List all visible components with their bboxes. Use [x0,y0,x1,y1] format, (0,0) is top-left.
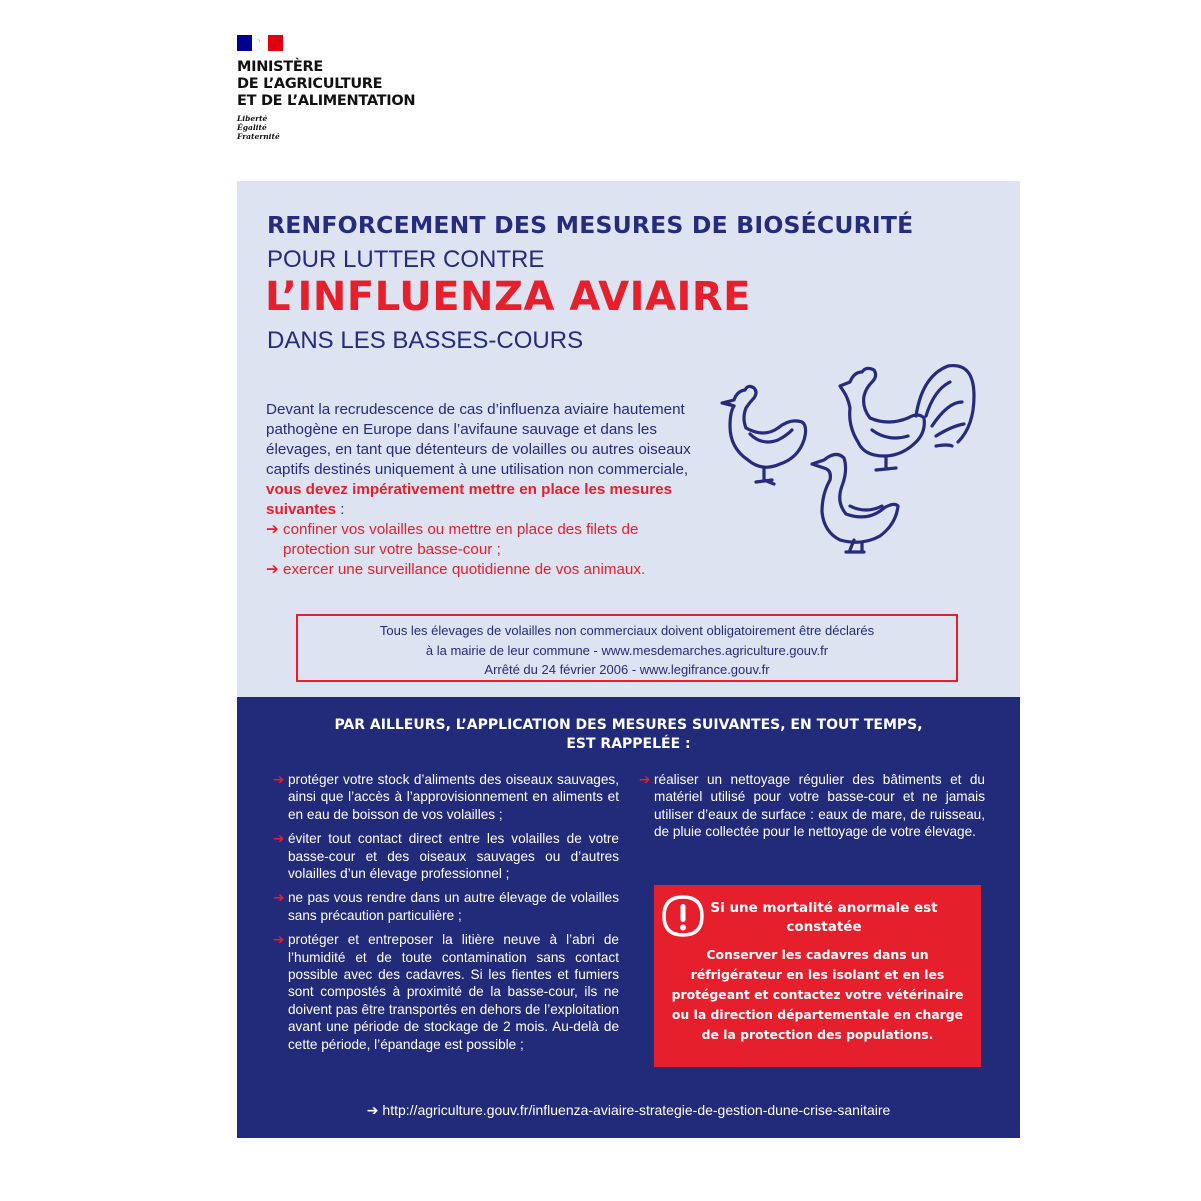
arrow-right-icon: ➔ [266,521,279,538]
title-line-4: DANS LES BASSES-COURS [267,327,584,354]
reminder-item [273,771,619,823]
reminder-heading [237,716,1020,754]
reminder-section [237,697,1020,1138]
rooster-icon [840,366,974,470]
reminder-item-text: réaliser un nettoyage régulier des bâtiments et du matériel utilisé pour votre basse-cour et ne jamais utiliser d’eaux de surface : eaux de mare, de ruisseau, de pluie collectée pour le nettoyage de votre élevage. [654,772,985,840]
declaration-notice [296,614,958,682]
notice-line-3[interactable]: Arrêté du 24 février 2006 - www.legifrance.gouv.fr [484,662,770,677]
reminder-item-text: ne pas vous rendre dans un autre élevage de volailles sans précaution particulière ; [288,890,619,923]
footer-url[interactable]: http://agriculture.gouv.fr/influenza-aviaire-strategie-de-gestion-dune-crise-sanitaire [382,1102,891,1118]
title-main: L’INFLUENZA AVIAIRE [265,274,751,320]
arrow-right-icon: ➔ [639,772,651,787]
arrow-right-icon: ➔ [273,831,285,847]
arrow-right-icon: ➔ [266,561,279,578]
alert-body: Conserver les cadavres dans un réfrigérateur en les isolant et en les protégeant et contactez votre vétérinaire ou la direction départementale en charge de la protection des populations. [671,947,964,1042]
ministry-logo [237,35,415,141]
ministry-line-3: ET DE L’ALIMENTATION [237,93,416,109]
title-line-1: RENFORCEMENT DES MESURES DE BIOSÉCURITÉ [267,211,914,239]
reminder-heading-line-2: EST RAPPELÉE : [566,736,691,752]
reminder-item-text: protéger votre stock d’aliments des oiseaux sauvages, ainsi que l’accès à l’approvisionnement en aliments et en eau de boisson de vos volailles ; [288,772,619,822]
exclamation-circle-icon [661,894,705,938]
reminder-item-text: éviter tout contact direct entre les volailles de votre basse-cour et des oiseaux sauvages ou d’autres volailles d’un élevage professionnel ; [288,831,619,882]
measure-item [266,560,706,580]
intro-section [237,181,1020,697]
intro-colon: : [336,501,345,518]
notice-line-2[interactable]: à la mairie de leur commune - www.mesdemarches.agriculture.gouv.fr [425,642,829,658]
measure-text: exercer une surveillance quotidienne de vos animaux. [283,561,646,578]
arrow-right-icon: ➔ [273,932,285,948]
poultry-illustration [712,346,982,556]
reminder-item-text: protéger et entreposer la litière neuve à l’abri de l’humidité et de toute contamination sans contact possible avec des cadavres. Si les fientes et fumiers sont compostés à proximité de la basse-cour, ils ne doivent pas être transportés en dehors de l’exploitation avant une période de stockage de 2 mois. Au-delà de cette période, l’épandage est possible ; [288,932,619,1052]
reminder-item [273,931,619,1053]
arrow-right-icon: ➔ [273,772,285,787]
reminder-heading-line-1: PAR AILLEURS, L’APPLICATION DES MESURES SUIVANTES, EN TOUT TEMPS, [334,717,923,733]
ministry-name [237,59,415,110]
arrow-right-icon: ➔ [366,1102,379,1118]
motto-fraternite: Fraternité [237,132,280,141]
hen-icon [722,386,806,484]
intro-body: Devant la recrudescence de cas d’influenza aviaire hautement pathogène en Europe dans l’avifaune sauvage et dans les élevages, en tant que détenteurs de volailles ou autres oiseaux captifs destinés uniquement à une utilisation non commerciale, [266,401,691,478]
motto-liberte: Liberté [237,114,268,123]
reminder-item [273,889,619,924]
reminder-item [273,830,619,882]
alert-title: Si une mortalité anormale est constatée [710,900,938,935]
mortality-alert-box [654,885,981,1067]
intro-emphasis: vous devez impérativement mettre en place les mesures suivantes [266,481,673,518]
notice-line-1: Tous les élevages de volailles non commerciaux doivent obligatoirement être déclarés [379,623,875,638]
arrow-right-icon: ➔ [273,890,285,906]
motto-egalite: Égalité [237,123,267,132]
reminder-item [639,771,985,841]
measure-item [266,520,706,560]
measure-text: confiner vos volailles ou mettre en place des filets de protection sur votre basse-cour ; [283,521,639,558]
poster-panel [237,181,1020,1138]
ministry-line-2: DE L’AGRICULTURE [237,76,383,92]
reminder-left-column [273,771,619,1060]
intro-text [266,400,706,580]
reminder-right-column [639,771,985,848]
ministry-line-1: MINISTÈRE [237,59,323,75]
footer-link[interactable] [237,1102,1020,1119]
marianne-flag-icon [237,35,283,51]
title-line-2: POUR LUTTER CONTRE [267,246,545,273]
republic-motto [237,114,415,141]
